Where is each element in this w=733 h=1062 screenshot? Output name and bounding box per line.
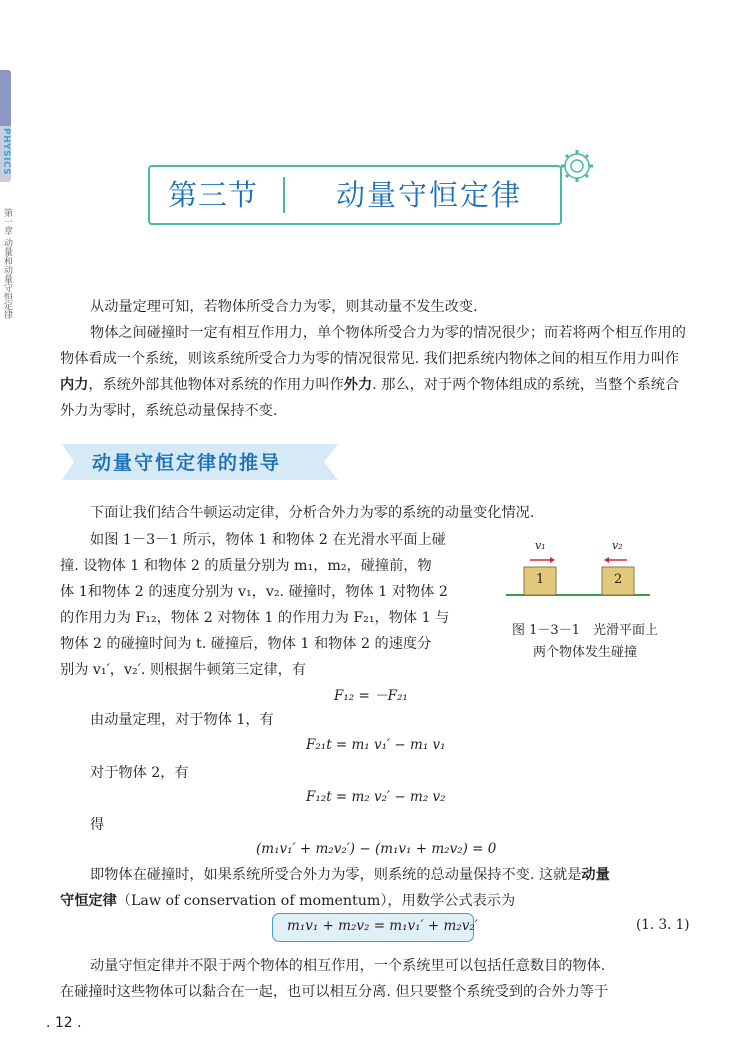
term-momentum: 动量 xyxy=(581,867,610,883)
side-tab-accent xyxy=(0,70,11,126)
title-divider xyxy=(283,177,285,213)
block-1-label: 1 xyxy=(536,572,545,587)
section-title-box xyxy=(148,165,562,225)
section-number: 第三节 xyxy=(168,178,259,212)
text-line: 即物体在碰撞时，如果系统所受合外力为零，则系统的总动量保持不变. 这就是动量 xyxy=(90,867,610,883)
physics-label: PHYSICS xyxy=(1,128,11,176)
block-2-label: 2 xyxy=(614,572,623,587)
text-line: 由动量定理，对于物体 1，有 xyxy=(90,712,274,728)
equation-impulse-2: F₁₂t = m₂ v₂′ − m₂ v₂ xyxy=(306,789,446,805)
intro-paragraph-2: 物体之间碰撞时一定有相互作用力，单个物体所受合力为零的情况很少；而若将两个相互作用的物体看成一个系统，则该系统所受合力为零的情况很常见. 我们把系统内物体之间的相互作用力叫作内力，系统外部其他物体对系统的作用力叫作外力. 那么，对于两个物体组成的系统，当整个系统合外力为零时，系统总动量保持不变. xyxy=(60,325,686,419)
figure-caption: 图 1－3－1 光滑平面上 两个物体发生碰撞 xyxy=(512,623,658,660)
boxed-conservation-equation: m₁v₁ + m₂v₂ = m₁v₁′ + m₂v₂′ xyxy=(272,913,474,942)
derivation-intro: 下面让我们结合牛顿运动定律，分析合外力为零的系统的动量变化情况. xyxy=(90,505,535,521)
term-inner-force: 内力 xyxy=(60,377,89,393)
text-line: 对于物体 2，有 xyxy=(90,765,189,781)
text-line: 的作用力为 F₁₂，物体 2 对物体 1 的作用力为 F₂₁，物体 1 与 xyxy=(60,610,450,626)
text-line: 如图 1－3－1 所示，物体 1 和物体 2 在光滑水平面上碰 xyxy=(90,532,446,548)
page-number: . 12 . xyxy=(46,1015,82,1031)
text-line: 在碰撞时这些物体可以黏合在一起，也可以相互分离. 但只要整个系统受到的合外力等于 xyxy=(60,984,609,1000)
equation-sum: (m₁v₁′ + m₂v₂′) − (m₁v₁ + m₂v₂) = 0 xyxy=(256,841,497,857)
velocity-label-2: v₂ xyxy=(612,539,623,552)
text-line: 物体 2 的碰撞时间为 t. 碰撞后，物体 1 和物体 2 的速度分 xyxy=(60,636,432,652)
section-title: 动量守恒定律 xyxy=(336,178,523,212)
equation-impulse-1: F₂₁t = m₁ v₁′ − m₁ v₁ xyxy=(306,737,446,753)
text-line: 撞. 设物体 1 和物体 2 的质量分别为 m₁，m₂，碰撞前，物 xyxy=(60,558,432,574)
equation-number: (1. 3. 1) xyxy=(636,917,690,933)
section-heading-banner xyxy=(62,444,338,480)
text-line: 守恒定律（Law of conservation of momentum），用数学公式表示为 xyxy=(60,893,516,909)
velocity-label-1: v₁ xyxy=(535,539,546,552)
section-heading: 动量守恒定律的推导 xyxy=(92,452,282,474)
text-line: 动量守恒定律并不限于两个物体的相互作用，一个系统里可以包括任意数目的物体. xyxy=(90,958,606,974)
term-conservation-law: 守恒定律 xyxy=(60,893,117,909)
gear-icon xyxy=(545,142,605,192)
text-line: 得 xyxy=(90,817,105,833)
equation-newton-third: F₁₂ = －F₂₁ xyxy=(334,688,408,704)
term-outer-force: 外力 xyxy=(343,377,373,393)
collision-figure xyxy=(498,540,658,610)
chapter-label: 第一章 动量和动量守恒定律 xyxy=(2,208,12,319)
text-line: 体 1和物体 2 的速度分别为 v₁，v₂. 碰撞时，物体 1 对物体 2 xyxy=(60,584,448,600)
intro-paragraph-1: 从动量定理可知，若物体所受合力为零，则其动量不发生改变. xyxy=(90,299,478,315)
text-line: 别为 v₁′，v₂′. 则根据牛顿第三定律，有 xyxy=(60,662,307,678)
